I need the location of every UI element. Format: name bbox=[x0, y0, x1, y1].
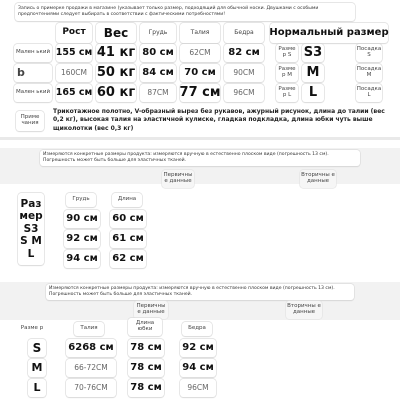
row1-bust: 80 см bbox=[140, 44, 176, 62]
header-bust-2: Грудь bbox=[66, 193, 96, 207]
header-normal-size: Нормальный размер bbox=[270, 23, 388, 43]
size-label-3: Разме р bbox=[20, 325, 44, 332]
measure-notice-2: Измеряются конкретные размеры продукта: измеряются вручную в естественно плоском виде (погрешность 13 см). Погрешность может быть больше для эластичных тканей. bbox=[40, 150, 360, 166]
primary-data-label-2: Первичны е данные bbox=[162, 170, 194, 188]
row3-fit: Посадка L bbox=[356, 84, 382, 102]
row3-weight: 60 кг bbox=[96, 85, 136, 101]
header-skirt-length-3: Длина юбки bbox=[128, 318, 162, 336]
remark-label: Приме чания bbox=[16, 111, 44, 131]
row1-label: Мален ький bbox=[14, 44, 52, 62]
size-list-2: Раз мер S3 S M L bbox=[18, 193, 44, 265]
header-bust: Грудь bbox=[140, 23, 176, 43]
s3-row2-length: 78 см bbox=[128, 359, 164, 377]
row2-fit: Посадка M bbox=[356, 64, 382, 82]
header-weight: Вес bbox=[96, 23, 136, 43]
row3-hips: 96СМ bbox=[224, 84, 264, 102]
header-waist-3: Талия bbox=[74, 322, 104, 336]
s3-row1-size: S bbox=[28, 339, 46, 357]
row2-size-label: Разме р M bbox=[276, 64, 298, 82]
s2-row3-length: 62 см bbox=[110, 250, 146, 268]
remark-text: Трикотажное полотно, V-образный вырез без рукавов, ажурный рисунок, длина до талии (вес 0,2 кг), высокая талия на эластичной кулиске, гладкая подкладка, длина юбки чуть выше щиколотки (вес 0,3 кг) bbox=[53, 108, 385, 132]
s3-row1-waist: 6268 см bbox=[66, 339, 116, 357]
row1-weight: 41 кг bbox=[96, 45, 136, 61]
row3-waist: 77 см bbox=[179, 85, 221, 101]
s2-row3-bust: 94 см bbox=[64, 250, 100, 268]
measure-notice-3: Измеряются конкретные размеры продукта: измеряются вручную в естественно плоском виде (погрешность 13 см). Погрешность может быть больше для эластичных тканей. bbox=[46, 284, 354, 300]
row3-height: 165 см bbox=[56, 84, 92, 102]
header-hips-3: Бедра bbox=[182, 322, 212, 336]
fitting-notice: Запись о примерке продажи в магазине (указывает только размер, подходящий для обычной носки. Двушками с особыми предпочтениями следует выбирать в соответствии с фактическими потребностями! bbox=[15, 3, 355, 21]
row2-height: 160СМ bbox=[56, 64, 92, 82]
header-hips: Бедра bbox=[224, 23, 264, 43]
s3-row2-size: M bbox=[28, 359, 46, 377]
s2-row2-length: 61 см bbox=[110, 230, 146, 248]
row3-bust: 87СМ bbox=[140, 84, 176, 102]
s3-row3-hips: 96СМ bbox=[180, 379, 216, 397]
row2-size: M bbox=[302, 64, 324, 82]
row3-size-label: Разме р L bbox=[276, 84, 298, 102]
s3-row3-size: L bbox=[28, 379, 46, 397]
row2-label: b bbox=[14, 64, 52, 82]
s3-row2-waist: 66-72СМ bbox=[66, 359, 116, 377]
row1-height: 155 см bbox=[56, 44, 92, 62]
header-height: Рост bbox=[56, 23, 92, 43]
divider bbox=[0, 137, 400, 140]
row2-hips: 90СМ bbox=[224, 64, 264, 82]
s3-row3-length: 78 см bbox=[128, 379, 164, 397]
secondary-data-label-3: Вторичны е данные bbox=[286, 301, 322, 319]
row1-size: S3 bbox=[303, 45, 323, 61]
row2-bust: 84 см bbox=[140, 64, 176, 82]
row1-size-label: Разме р S bbox=[276, 44, 298, 62]
row1-waist: 62СМ bbox=[180, 44, 220, 62]
s2-row1-length: 60 см bbox=[110, 210, 146, 228]
row2-weight: 50 кг bbox=[96, 65, 136, 81]
row3-size: L bbox=[302, 84, 324, 102]
row3-label: Мален ький bbox=[14, 84, 52, 102]
s2-row2-bust: 92 см bbox=[64, 230, 100, 248]
s3-row2-hips: 94 см bbox=[180, 359, 216, 377]
s3-row3-waist: 70-76СМ bbox=[66, 379, 116, 397]
header-waist: Талия bbox=[180, 23, 220, 43]
s3-row1-hips: 92 см bbox=[180, 339, 216, 357]
header-length-2: Длина bbox=[112, 193, 142, 207]
s2-row1-bust: 90 см bbox=[64, 210, 100, 228]
s3-row1-length: 78 см bbox=[128, 339, 164, 357]
row1-fit: Посадка S bbox=[356, 44, 382, 62]
secondary-data-label-2: Вторичны е данные bbox=[300, 170, 336, 188]
row2-waist: 70 см bbox=[180, 64, 220, 82]
row1-hips: 82 см bbox=[224, 44, 264, 62]
primary-data-label-3: Первичны е данные bbox=[134, 301, 168, 319]
